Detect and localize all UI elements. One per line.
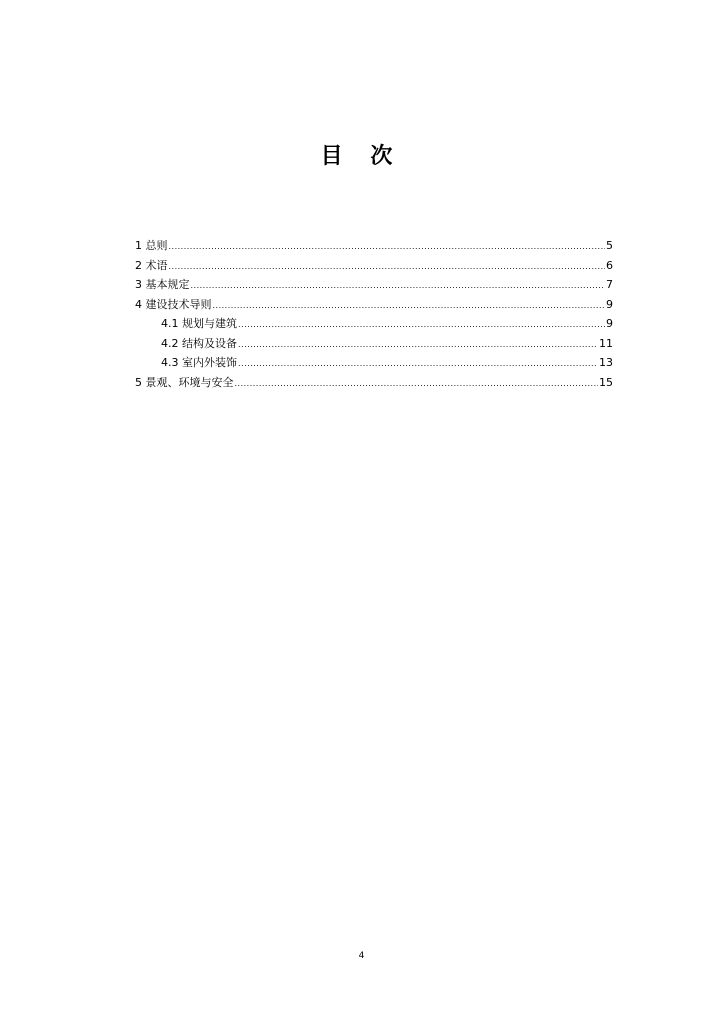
toc-subentry[interactable] [135,334,613,354]
toc-entry-label: 2 术语 [135,258,168,272]
toc-entry-page: 5 [606,239,613,252]
table-of-contents [135,236,613,392]
toc-subentry[interactable] [135,353,613,373]
toc-entry-page: 15 [599,375,613,389]
toc-entry-page: 11 [599,336,613,350]
page-title: 目 次 [320,144,403,169]
toc-entry-page: 9 [606,317,613,330]
toc-entry-label: 1 总则 [135,239,168,252]
toc-entry-label: 3 基本规定 [135,278,190,291]
toc-entry[interactable] [135,295,613,315]
toc-entry-label: 4.2 结构及设备 [161,336,237,350]
toc-entry[interactable] [135,236,613,256]
toc-entry-label: 4.1 规划与建筑 [161,317,237,330]
toc-dot-leader [238,315,605,335]
toc-entry-label: 4.3 室内外装饰 [161,356,237,369]
toc-entry[interactable] [135,373,613,393]
toc-entry-page: 13 [599,356,613,369]
toc-entry-page: 7 [606,278,613,291]
toc-dot-leader [213,296,606,316]
page-number: 4 [358,951,365,961]
toc-dot-leader [238,335,598,355]
toc-entry[interactable] [135,256,613,276]
toc-entry-page: 6 [606,258,613,272]
toc-subentry[interactable] [135,314,613,334]
toc-dot-leader [191,276,606,296]
toc-entry-page: 9 [606,297,613,311]
toc-dot-leader [169,237,606,257]
toc-dot-leader [238,354,598,374]
toc-entry-label: 4 建设技术导则 [135,297,212,311]
toc-dot-leader [169,257,606,277]
toc-entry[interactable] [135,275,613,295]
toc-entry-label: 5 景观、环境与安全 [135,375,234,389]
toc-dot-leader [235,374,599,394]
